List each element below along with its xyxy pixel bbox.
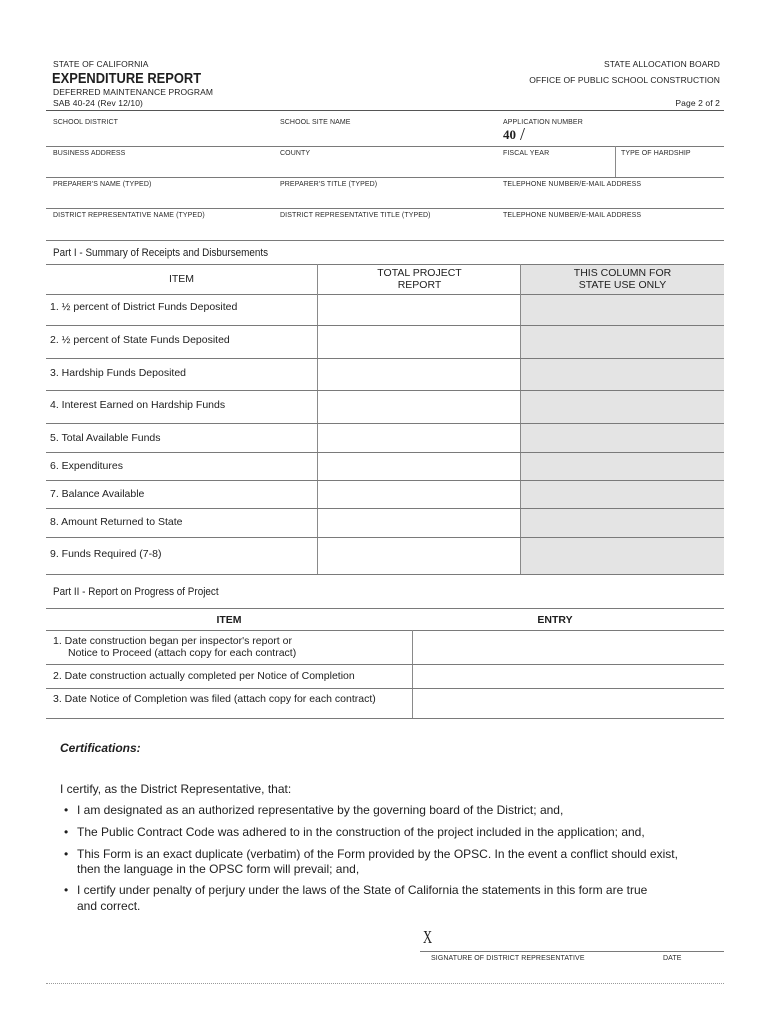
preparer-title-label: PREPARER'S TITLE (TYPED) — [280, 181, 378, 188]
part2-col-entry: ENTRY — [537, 614, 573, 626]
agency-label: STATE ALLOCATION BOARD — [603, 59, 720, 69]
business-address-label: BUSINESS ADDRESS — [53, 150, 126, 157]
part1-row-5: 5. Total Available Funds — [50, 432, 161, 444]
page-number: Page 2 of 2 — [675, 98, 720, 108]
school-district-label: SCHOOL DISTRICT — [53, 119, 119, 126]
part2-title: Part II - Report on Progress of Project — [53, 586, 219, 598]
part2-col-item: ITEM — [216, 614, 242, 626]
part1-col-state-1: THIS COLUMN FOR — [573, 267, 672, 279]
county-label: COUNTY — [280, 150, 311, 157]
state-use-column — [521, 265, 724, 574]
part2-row-3: 3. Date Notice of Completion was filed (attach copy for each contract) — [53, 693, 376, 705]
certification-bullet-2: The Public Contract Code was adhered to in the construction of the project included in the application; and, — [77, 825, 645, 839]
part1-row-7: 7. Balance Available — [50, 488, 145, 500]
program-label: DEFERRED MAINTENANCE PROGRAM — [53, 87, 214, 97]
part1-row-4: 4. Interest Earned on Hardship Funds — [50, 399, 226, 411]
fiscal-year-label: FISCAL YEAR — [503, 150, 550, 157]
state-label: STATE OF CALIFORNIA — [53, 59, 149, 69]
signature-label: SIGNATURE OF DISTRICT REPRESENTATIVE — [431, 955, 585, 962]
part1-row-3: 3. Hardship Funds Deposited — [50, 367, 186, 379]
part1-row-6: 6. Expenditures — [50, 460, 123, 472]
telephone-label-2: TELEPHONE NUMBER/E-MAIL ADDRESS — [503, 212, 642, 219]
certifications-heading: Certifications: — [60, 741, 141, 755]
preparer-name-label: PREPARER'S NAME (TYPED) — [53, 181, 152, 188]
part1-col-total-1: TOTAL PROJECT — [377, 267, 462, 279]
signature-line[interactable] — [420, 951, 724, 952]
bullet-3-marker: • — [64, 847, 69, 861]
district-rep-title-label: DISTRICT REPRESENTATIVE TITLE (TYPED) — [280, 212, 431, 219]
signature-mark: X — [423, 927, 433, 947]
bullet-2-marker: • — [64, 825, 69, 839]
certification-bullet-3a: This Form is an exact duplicate (verbatim) of the Form provided by the OPSC. In the event a conflict should exist, — [77, 847, 678, 861]
part2-row-1b: Notice to Proceed (attach copy for each contract) — [68, 647, 297, 659]
part1-col-state-2: STATE USE ONLY — [578, 279, 667, 291]
type-of-hardship-label: TYPE OF HARDSHIP — [621, 150, 691, 157]
part1-row-1: 1. ½ percent of District Funds Deposited — [50, 301, 238, 313]
application-number-label: APPLICATION NUMBER — [503, 119, 583, 126]
certification-bullet-3b: then the language in the OPSC form will prevail; and, — [77, 862, 360, 876]
header-rule — [46, 110, 724, 111]
certification-bullet-4b: and correct. — [77, 899, 141, 913]
part1-row-2: 2. ½ percent of State Funds Deposited — [50, 334, 230, 346]
bullet-1-marker: • — [64, 803, 69, 817]
application-number-prefix: 40 — [503, 127, 516, 142]
school-site-name-label: SCHOOL SITE NAME — [280, 119, 351, 126]
part1-col-item: ITEM — [168, 273, 195, 285]
part2-row-2: 2. Date construction actually completed per Notice of Completion — [53, 670, 355, 682]
part1-row-8: 8. Amount Returned to State — [50, 516, 183, 528]
part2-row-1a: 1. Date construction began per inspector's report or — [53, 635, 292, 647]
date-label: DATE — [663, 955, 682, 962]
part1-row-9: 9. Funds Required (7-8) — [50, 548, 162, 560]
certification-bullet-4a: I certify under penalty of perjury under the laws of the State of California the statements in this form are true — [77, 883, 648, 897]
form-number: SAB 40-24 (Rev 12/10) — [53, 98, 143, 108]
application-number-slash: / — [520, 124, 526, 144]
office-label: OFFICE OF PUBLIC SCHOOL CONSTRUCTION — [529, 75, 720, 85]
certifications-intro: I certify, as the District Representative, that: — [60, 782, 292, 796]
telephone-label-1: TELEPHONE NUMBER/E-MAIL ADDRESS — [503, 181, 642, 188]
part1-title: Part I - Summary of Receipts and Disbursements — [53, 247, 269, 259]
district-rep-name-label: DISTRICT REPRESENTATIVE NAME (TYPED) — [53, 212, 205, 219]
certification-bullet-1: I am designated as an authorized representative by the governing board of the District; and, — [77, 803, 564, 817]
bullet-4-marker: • — [64, 883, 69, 897]
form-title: EXPENDITURE REPORT — [52, 70, 202, 87]
footer-rule — [46, 983, 724, 984]
part1-col-total-2: REPORT — [397, 279, 442, 291]
